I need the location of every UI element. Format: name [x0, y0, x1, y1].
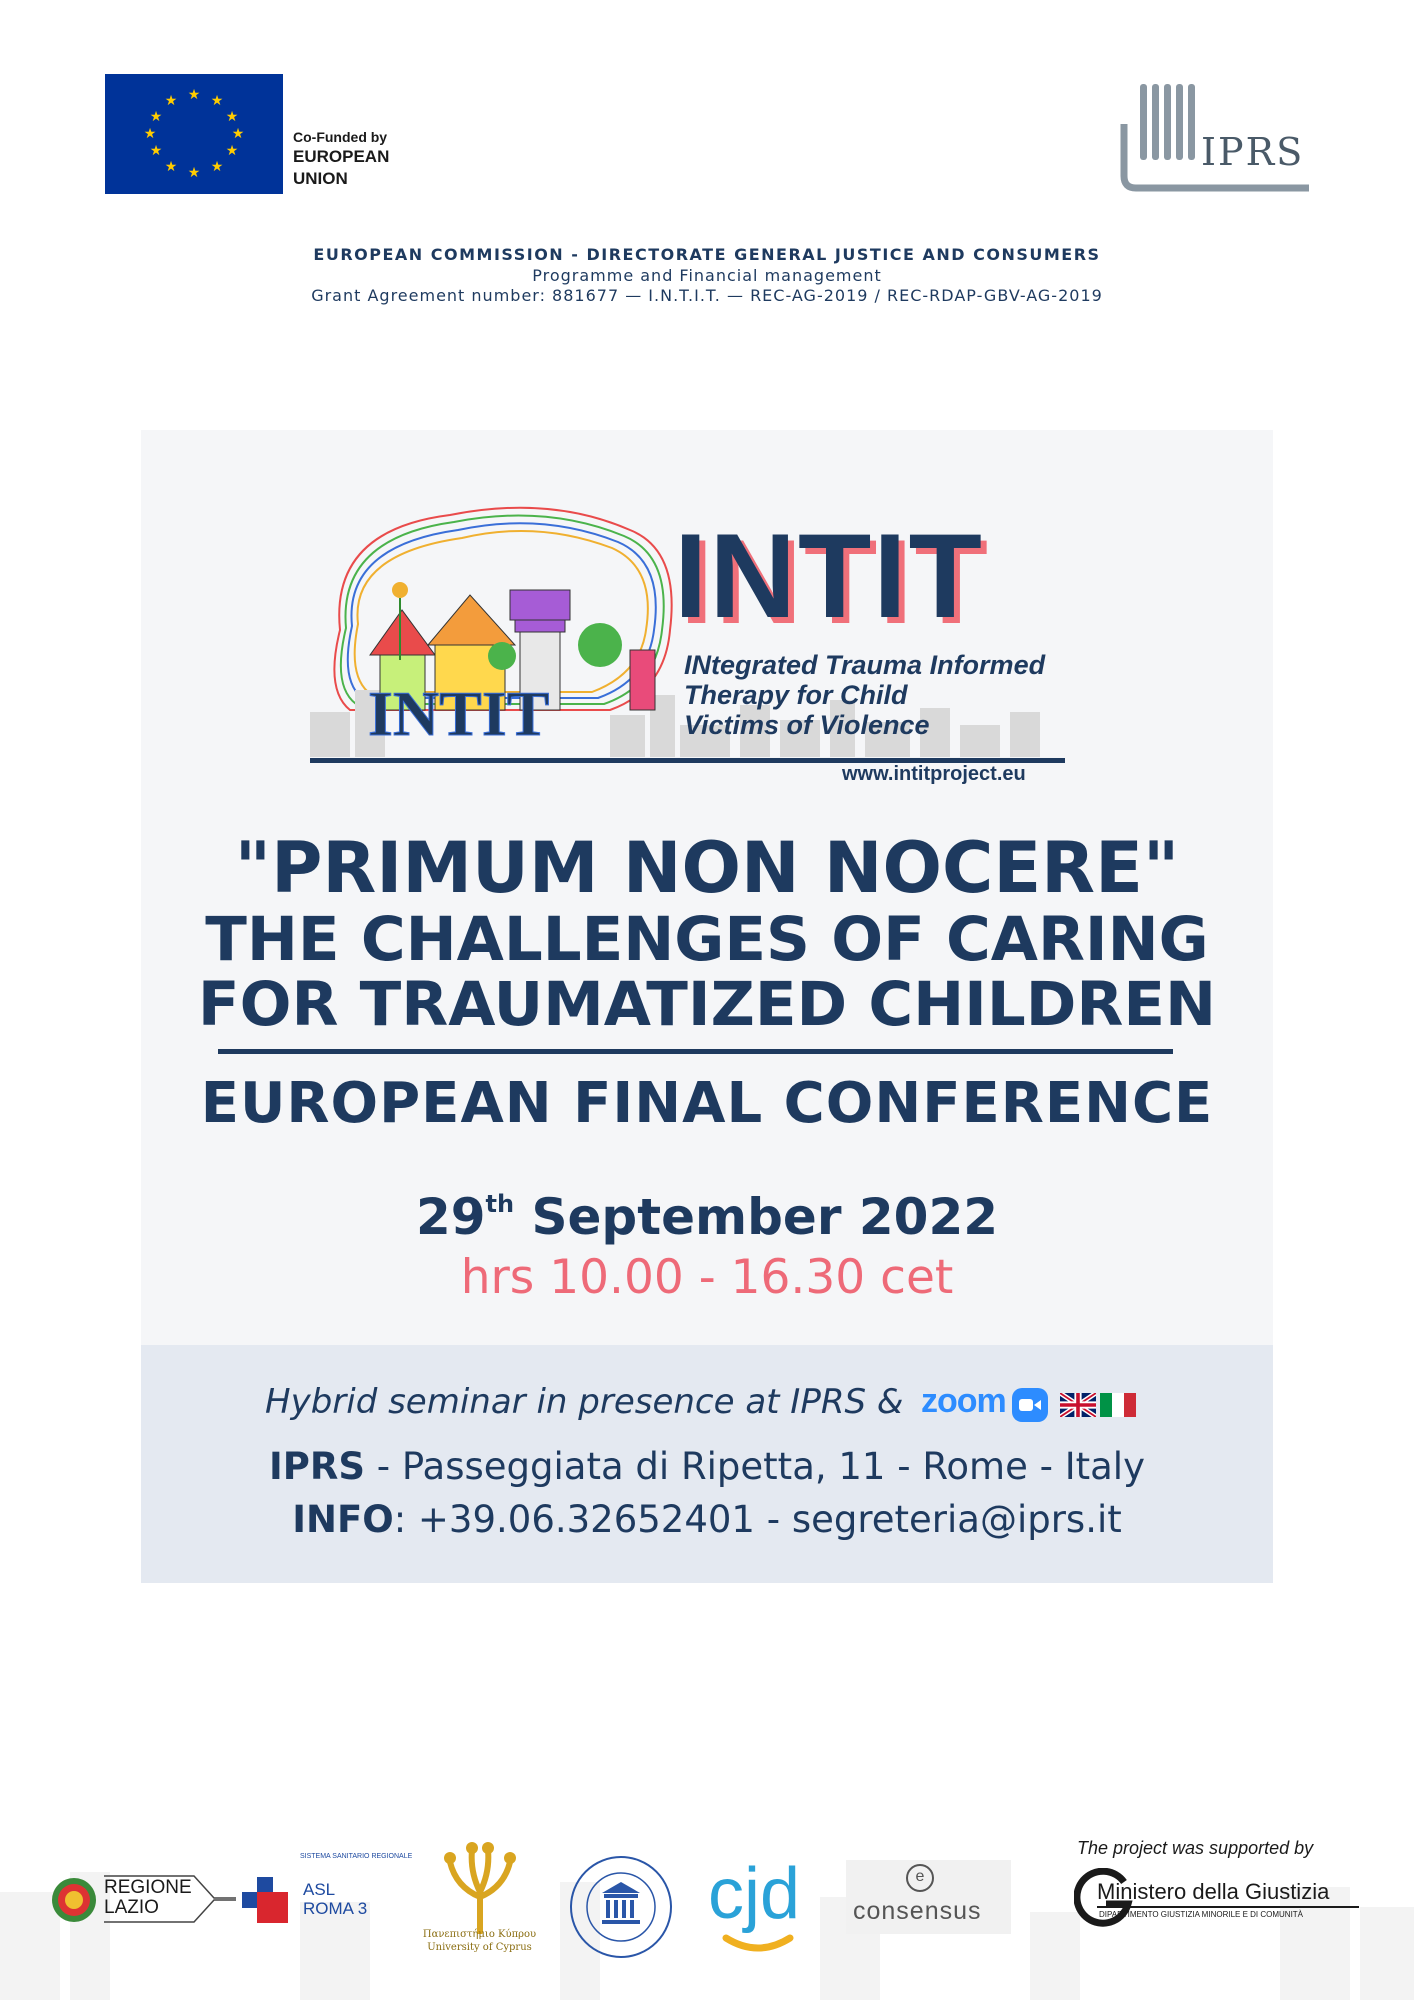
lazio-line1: REGIONE — [104, 1877, 192, 1898]
zoom-logo-text: zoom — [921, 1382, 1006, 1420]
regione-lazio-text — [104, 1878, 192, 1918]
ministero-divider — [1097, 1906, 1359, 1908]
event-date — [0, 1188, 1414, 1246]
intit-subtitle — [684, 650, 1045, 740]
event-subtitle: EUROPEAN FINAL CONFERENCE — [200, 1071, 1214, 1136]
eu-cofunded-line2: UNION — [293, 169, 348, 188]
date-suffix: th — [485, 1190, 515, 1218]
event-title-line3: FOR TRAUMATIZED CHILDREN — [197, 969, 1217, 1040]
lazio-line2: LAZIO — [104, 1897, 159, 1918]
university-of-tartu-seal-icon — [566, 1852, 676, 1962]
venue-address — [0, 1445, 1414, 1488]
eu-cofunded-small: Co-Funded by — [293, 129, 388, 145]
intit-subtitle-line3: Victims of Violence — [684, 710, 930, 740]
asl-line1: ASL — [303, 1880, 336, 1899]
address-label: IPRS — [269, 1445, 366, 1488]
title-divider — [218, 1049, 1173, 1054]
event-title-line1: "PRIMUM NON NOCERE" — [234, 827, 1180, 909]
asl-cross-icon — [240, 1875, 290, 1925]
regione-lazio-emblem-icon — [50, 1876, 98, 1924]
italy-flag-icon — [1100, 1393, 1136, 1417]
project-website-link[interactable]: www.intitproject.eu — [842, 763, 1026, 785]
contact-info — [0, 1498, 1414, 1541]
svg-text:cjd: cjd — [708, 1854, 801, 1934]
supported-by-text: The project was supported by — [1077, 1838, 1314, 1858]
grant-agreement: Grant Agreement number: 881677 — I.N.T.I.T. — REC-AG-2019 / REC-RDAP-GBV-AG-2019 — [311, 286, 1103, 305]
eu-cofunded-line1: EUROPEAN — [293, 147, 390, 166]
asl-line2: ROMA 3 — [303, 1899, 368, 1918]
eu-flag-logo: ★ ★ ★ ★ ★ ★ ★ ★ ★ ★ ★ ★ — [105, 74, 283, 194]
commission-line1: EUROPEAN COMMISSION - DIRECTORATE GENERAL JUSTICE AND CONSUMERS — [313, 245, 1101, 264]
ucy-line2: University of Cyprus — [427, 1942, 532, 1953]
info-label: INFO — [292, 1498, 394, 1541]
intit-subtitle-line1: INtegrated Trauma Informed — [684, 650, 1046, 680]
intit-subtitle-line2: Therapy for Child — [684, 680, 908, 710]
zoom-camera-icon — [1012, 1388, 1048, 1422]
ministero-department-text: DIPARTIMENTO GIUSTIZIA MINORILE E DI COMUNITÀ — [1099, 1910, 1304, 1919]
commission-line2: Programme and Financial management — [532, 266, 882, 285]
asl-roma3-text — [303, 1880, 367, 1918]
ucy-line1: Πανεπιστήμιο Κύπρου — [422, 1929, 537, 1940]
intit-title: INTIT — [674, 509, 984, 643]
asl-system-label: SISTEMA SANITARIO REGIONALE — [300, 1853, 413, 1860]
uk-flag-icon — [1060, 1393, 1096, 1417]
address-text: - Passeggiata di Ripetta, 11 - Rome - Italy — [365, 1445, 1145, 1488]
event-hours: hrs 10.00 - 16.30 cet — [460, 1250, 954, 1305]
hybrid-seminar-text: Hybrid seminar in presence at IPRS & — [265, 1382, 904, 1422]
cjd-logo-icon — [708, 1850, 808, 1960]
university-of-cyprus-text — [412, 1928, 547, 1954]
info-text[interactable]: : +39.06.32652401 - segreteria@iprs.it — [393, 1498, 1122, 1541]
event-title-line2: THE CHALLENGES OF CARING — [205, 904, 1209, 975]
commission-info — [0, 244, 1414, 306]
svg-text:INTIT: INTIT — [368, 678, 550, 749]
eu-cofunded-caption — [293, 128, 389, 190]
date-month-year: September 2022 — [514, 1188, 999, 1246]
consensus-e-icon: e — [906, 1864, 934, 1892]
date-day: 29 — [415, 1188, 486, 1246]
ministero-giustizia-text: Ministero della Giustizia — [1097, 1879, 1330, 1904]
university-of-cyprus-logo-icon — [436, 1842, 524, 1934]
iprs-logo-text: IPRS — [1201, 130, 1305, 174]
consensus-logo-text: consensus — [853, 1897, 982, 1925]
